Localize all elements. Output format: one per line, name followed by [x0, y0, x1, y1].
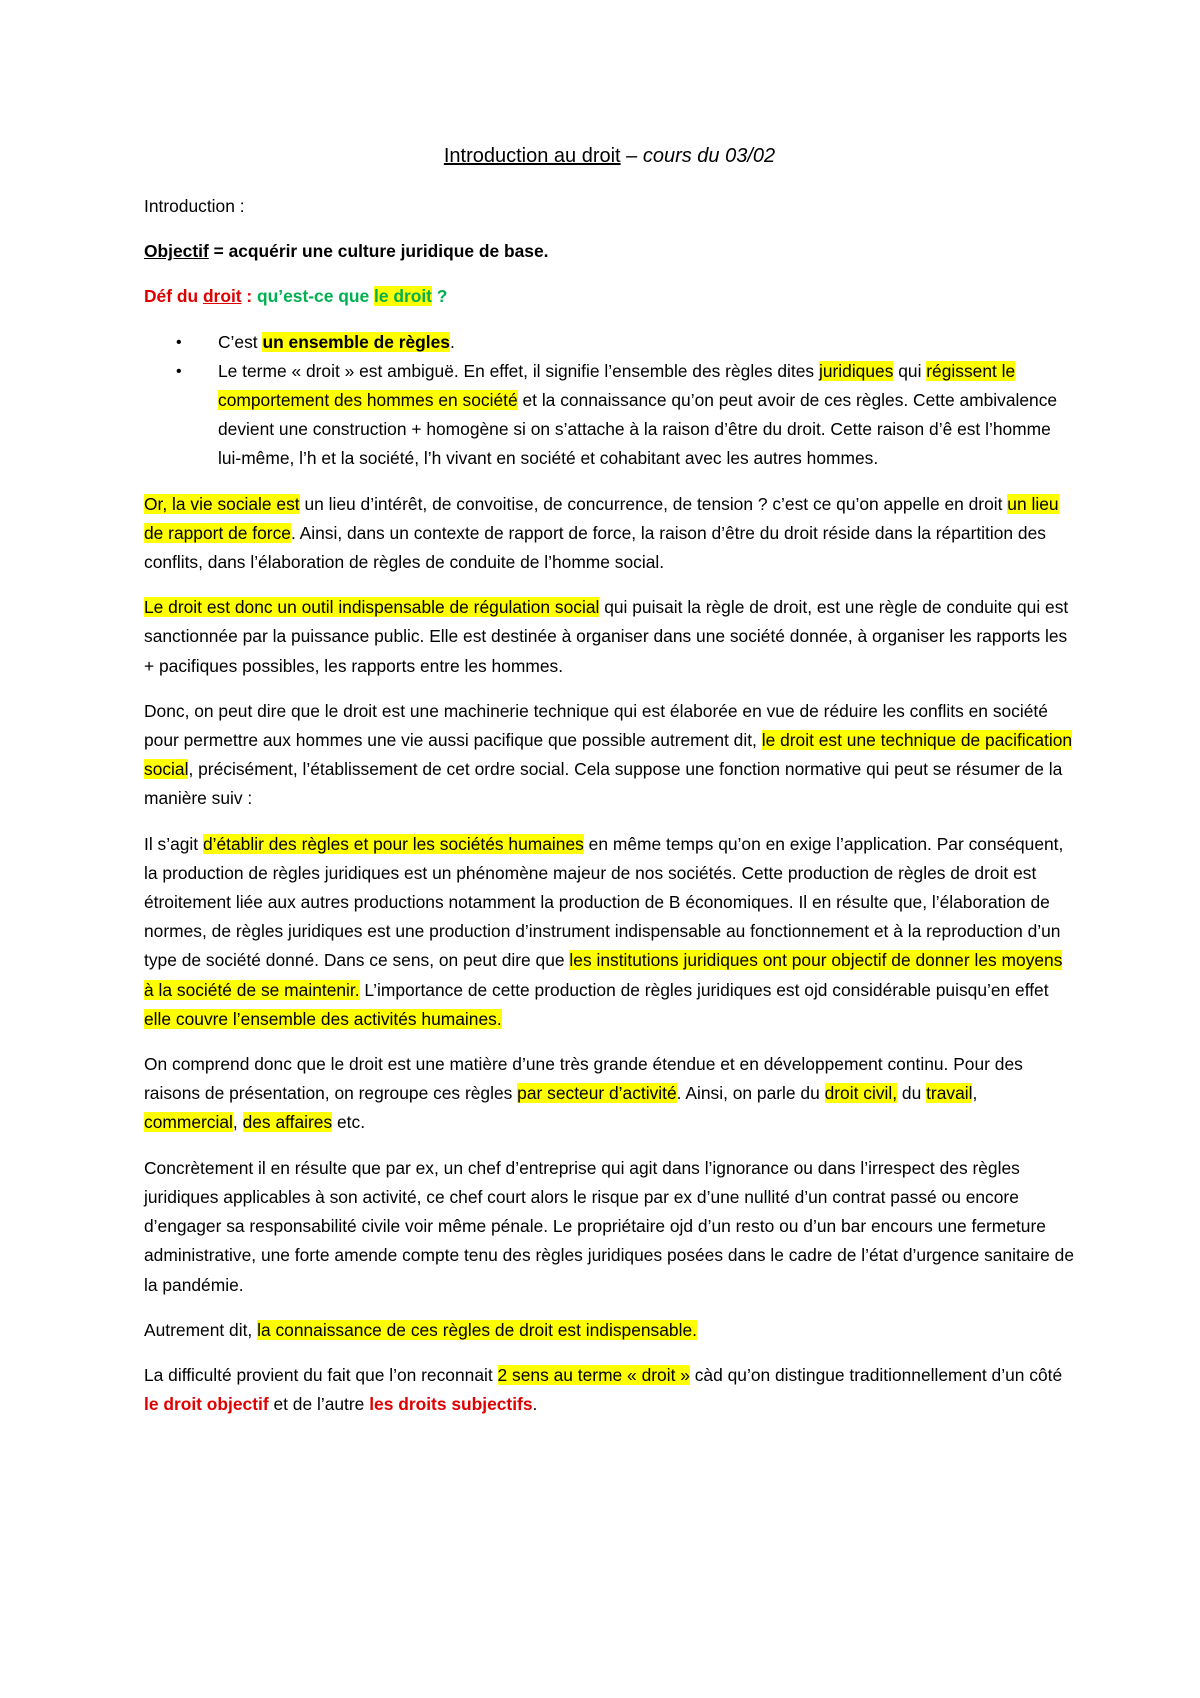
highlighted-text: Le droit est donc un outil indispensable de régulation social — [144, 597, 600, 618]
paragraph — [144, 830, 1075, 1034]
definition-part: Déf du — [144, 286, 203, 307]
highlighted-text: juridiques — [818, 360, 894, 381]
highlighted-text: un lieu de rapport de force — [144, 493, 1059, 543]
paragraph — [144, 1050, 1075, 1138]
paragraph — [144, 1361, 1075, 1419]
objectif-line — [144, 237, 1075, 266]
text-run: , précisément, l’établissement de cet ordre social. Cela suppose une fonction normative qui peut se résumer de la manière suiv : — [144, 759, 1063, 809]
text-run: qui puisait la règle de droit, est une règle de conduite qui est sanctionnée par la puissance public. Elle est destinée à organiser dans une société donnée, à organiser les rapports les + pacifiques possibles, les rapports entre les hommes. — [144, 597, 1069, 676]
bullet-list — [144, 328, 1075, 474]
text-run: . Ainsi, on parle du — [676, 1083, 825, 1104]
red-term: le droit objectif — [144, 1394, 269, 1415]
definition-highlight: le droit — [373, 286, 432, 307]
paragraph — [144, 697, 1075, 814]
paragraph — [144, 1154, 1075, 1300]
text-run: en même temps qu’on en exige l’application. Par conséquent, la production de règles juridiques est un phénomène majeur de nos sociétés. Cette production de règles de droit est étroitement liée aux autres productions notamment la production de B économiques. Il en résulte que, l’élaboration de normes, de règles juridiques est une production d’instrument indispensable au fonctionnement et à la reproduction d’un type de société donné. Dans ce sens, on peut dire que — [144, 833, 1064, 971]
list-item — [176, 328, 1075, 357]
definition-question: qu’est-ce que — [257, 286, 374, 307]
text-run: L’importance de cette production de règles juridiques est ojd considérable puisqu’en effet — [359, 979, 1049, 1000]
highlighted-text: travail — [926, 1083, 973, 1104]
highlighted-text: par secteur d’activité — [517, 1083, 677, 1104]
highlighted-text: 2 sens au terme « droit » — [497, 1364, 690, 1385]
title-main: Introduction au droit — [443, 145, 621, 167]
paragraph — [144, 1316, 1075, 1345]
text-run: . — [532, 1394, 538, 1415]
text-run: Il s’agit — [144, 833, 203, 854]
text-run: qui — [893, 360, 927, 381]
definition-question-end: ? — [431, 286, 448, 307]
objectif-text: = acquérir une culture juridique de base. — [208, 241, 549, 262]
bullet-symbol: • — [176, 333, 182, 351]
text-run: , — [232, 1112, 243, 1133]
bullet-symbol: • — [176, 362, 182, 380]
red-term: les droits subjectifs — [369, 1394, 533, 1415]
highlighted-text: commercial — [144, 1112, 233, 1133]
text-run: Donc, on peut dire que le droit est une machinerie technique qui est élaborée en vue de réduire les conflits en société pour permettre aux hommes une vie aussi pacifique que possible autrement dit, — [144, 700, 1048, 751]
text-run: du — [897, 1083, 927, 1104]
paragraph — [144, 593, 1075, 681]
text-run: et de l’autre — [268, 1394, 370, 1415]
paragraph — [144, 490, 1075, 578]
highlighted-text: Or, la vie sociale est — [144, 493, 300, 514]
definition-part: : — [241, 286, 258, 307]
highlighted-text: la connaissance de ces règles de droit est indispensable. — [257, 1319, 697, 1340]
text-run: . Ainsi, dans un contexte de rapport de force, la raison d’être du droit réside dans la répartition des conflits, dans l’élaboration de règles de conduite de l’homme social. — [144, 522, 1046, 573]
list-item — [176, 357, 1075, 474]
text-run: La difficulté provient du fait que l’on reconnait — [144, 1364, 498, 1385]
highlighted-text: un ensemble de règles — [262, 331, 450, 352]
text-run: Autrement dit, — [144, 1319, 258, 1340]
highlighted-text: des affaires — [242, 1112, 333, 1133]
highlighted-text: les institutions juridiques ont pour objectif de donner les moyens à la société de se maintenir. — [144, 950, 1063, 1000]
text-run: , — [972, 1083, 978, 1104]
text-run: un lieu d’intérêt, de convoitise, de concurrence, de tension ? c’est ce qu’on appelle en droit — [299, 493, 1008, 514]
highlighted-text: d’établir des règles et pour les sociétés humaines — [202, 833, 584, 854]
text-run: C’est — [218, 331, 263, 352]
document-title — [144, 142, 1075, 170]
text-run: Concrètement il en résulte que par ex, un chef d’entreprise qui agit dans l’ignorance ou dans l’irrespect des règles juridiques applicables à son activité, ce chef court alors le risque par ex d’une nullité d’un contrat passé ou encore d’engager sa responsabilité civile voir même pénale. Le propriétaire ojd d’un resto ou d’un bar encours une fermeture administrative, une forte amende compte tenu des règles juridiques posées dans le cadre de l’état d’urgence sanitaire de la pandémie. — [144, 1157, 1074, 1295]
intro-heading: Introduction : — [144, 196, 245, 216]
text-run: Le terme « droit » est ambiguë. En effet, il signifie l’ensemble des règles dites — [218, 360, 819, 381]
title-subtitle: – cours du 03/02 — [620, 145, 776, 167]
definition-droit: droit — [202, 286, 242, 307]
highlighted-text: elle couvre l’ensemble des activités humaines. — [144, 1008, 502, 1029]
text-run: On comprend donc que le droit est une matière d’une très grande étendue et en développement continu. Pour des raisons de présentation, on regroupe ces règles — [144, 1054, 1023, 1104]
text-run: càd qu’on distingue traditionnellement d’un côté — [689, 1364, 1063, 1385]
highlighted-text: régissent le comportement des hommes en société — [218, 360, 1016, 411]
objectif-label: Objectif — [144, 241, 209, 262]
text-run: etc. — [332, 1112, 366, 1133]
definition-line — [144, 282, 1075, 311]
text-run: . — [449, 331, 455, 352]
highlighted-text: le droit est une technique de pacification social — [144, 730, 1073, 780]
text-run: et la connaissance qu’on peut avoir de ces règles. Cette ambivalence devient une construction + homogène si on s’attache à la raison d’être du droit. Cette raison d’ê est l’homme lui-même, l’h et la société, l’h vivant en société et cohabitant avec les autres hommes. — [218, 390, 1058, 469]
highlighted-text: droit civil, — [824, 1083, 898, 1104]
